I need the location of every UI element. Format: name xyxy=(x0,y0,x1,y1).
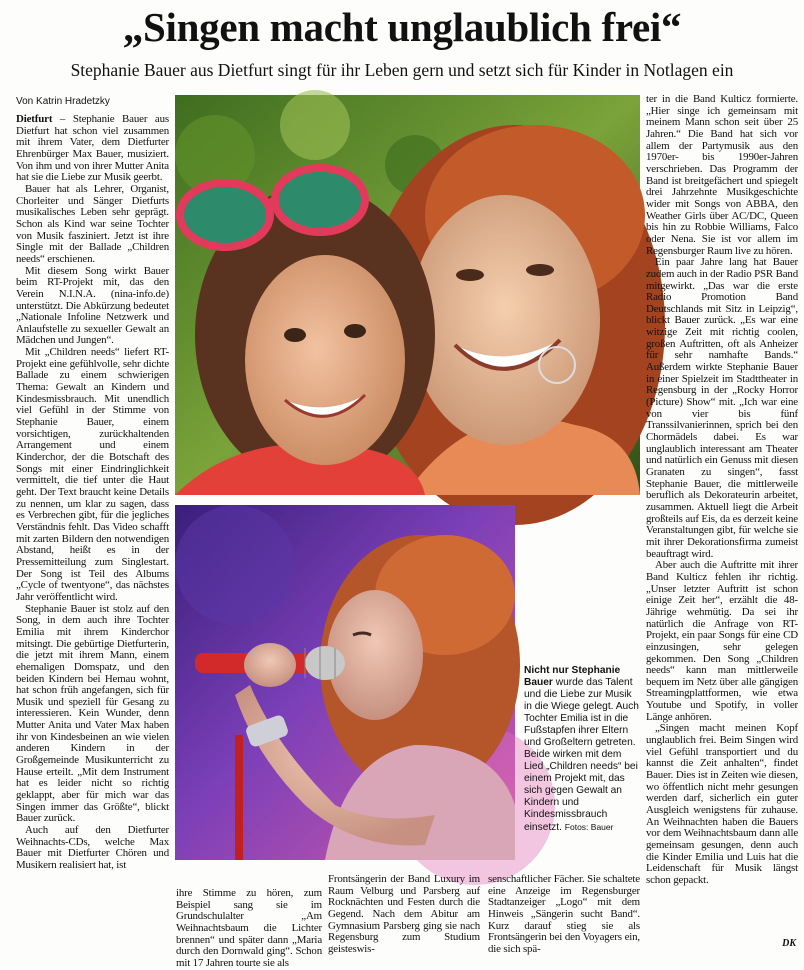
paragraph: Mit „Children needs“ liefert RT-Projekt eine gefühlvolle, sehr dichte Ballade zu einem schwierigen Thema: Gewalt an Kindern und Kindesmissbrauch. Mit unendlich viel Gefühl in der Stimme von Stephanie Bauer, einem vorsichtigen, zurückhaltenden Arrangement und einem Kinderchor, der die Botschaft des Songs mit einer Eindringlichkeit vermittelt, die tief unter die Haut geht. Der Text braucht keine Details zu nennen, um klar zu sagen, dass es Verbrechen gibt, für die jegliches Verständnis fehlt. Das Video schafft mit zarten Bildern den notwendigen Abstand, heißt es in der Pressemitteilung zum Singlestart. Der Song ist Teil des Albums „Cycle of twentyone“, das nächstes Jahr veröffentlicht wird. xyxy=(16,346,169,603)
article-column-2 xyxy=(646,94,798,956)
paragraph: Mit diesem Song wirkt Bauer beim RT-Projekt mit, das den Verein N.I.N.A. (nina-info.de) unterstützt. Die Abkürzung bedeutet „Nationale Infoline Netzwerk und Anlaufstelle zu sexueller Gewalt an Mädchen und Jungen“. xyxy=(16,264,169,347)
paragraph: ihre Stimme zu hören, zum Beispiel sang sie im Grundschulalter „Am Weihnachtsbaum die Lichter brennen“ und später dann „Maria durch den Dornwald ging“. Schon mit 17 Jahren tourte sie als xyxy=(176,887,322,969)
photo-singer-stage-image xyxy=(175,505,515,860)
article-column-bottom-3 xyxy=(488,874,640,960)
headline: „Singen macht unglaublich frei“ xyxy=(122,4,682,50)
paragraph: Auch auf den Dietfurter Weihnachts-CDs, welche Max Bauer mit Dietfurter Chören und Musikern realisiert hat, ist xyxy=(16,824,169,871)
paragraph: Dietfurt – Stephanie Bauer aus Dietfurt hat schon viel zusammen mit ihrem Vater, dem Dietfurter Ehrenbürger Max Bauer, musiziert. Von ihm und von ihrer Mutter Anita hat sie die Liebe zur Musik geerbt. xyxy=(16,113,169,184)
photo-credit: Fotos: Bauer xyxy=(564,822,614,832)
photo-mother-daughter xyxy=(175,95,640,495)
paragraph: Bauer hat als Lehrer, Organist, Chorleiter und Sänger Dietfurts musikalisches Leben sehr geprägt. Schon als Kind war seine Tochter von Musik fasziniert. Jetzt ist ihre Single mit der Ballade „Children needs“ erschienen. xyxy=(16,182,169,265)
article-column-bottom-2 xyxy=(328,874,480,960)
article-column-1 xyxy=(16,114,169,956)
caption-text: wurde das Talent und die Liebe zur Musik in die Wiege gelegt. Auch Tochter Emilia ist in die Fußstapfen ihrer Eltern und Großeltern getreten. Beide wirken mit dem Lied „Children needs“ bei einem Projekt mit, das sich gegen Gewalt an Kindern und Kindesmissbrauch einsetzt. xyxy=(524,677,639,833)
paragraph: Ein paar Jahre lang hat Bauer zudem auch in der Radio PSR Band mitgewirkt. „Das war die erste Radio Promotion Band Deutschlands mit Sitz in Leipzig“, blickt Bauer zurück. „Es war eine witzige Zeit mit richtig coolen, großen Auftritten, oft als Anheizer für sehr namhafte Bands.“ Außerdem wirkte Stephanie Bauer in einer Spielzeit im Stadttheater in Regensburg in der „Rocky Horror (Picture) Show“ mit. „Ich war eine von vier bis fünf Transsilvanierinnen, sprich bei den Chormädels dabei. Es war unglaublich interessant am Theater und natürlich ein Genuss mit diesen Granaten zu singen“, fasst Stephanie Bauer, die mittlerweile beruflich als Dekorateurin arbeitet, zusammen. Aktuell liegt die Arbeit großteils auf Eis, da es derzeit keine Veranstaltungen gibt, für welche sie mit ihrer Dekorationsfirma zumeist beauftragt wird. xyxy=(646,256,798,560)
author-mark: DK xyxy=(782,938,796,949)
paragraph: „Singen macht meinen Kopf unglaublich frei. Beim Singen wird viel Gefühl transportiert und du kannst die Zeit anhalten“, findet Bauer. Dies ist in Zeiten wie diesen, wo öffentlich nicht mehr gesungen werden darf, sicherlich ein guter Ausgleich wenigstens für zuhause. An Weihnachten haben die Bauers vor dem Weihnachtsbaum dann alle gemeinsam gesungen, denn auch die Kinder Emilia und Luis hat die Leidenschaft für Musik längst schon gepackt. xyxy=(646,722,798,886)
article-column-bottom-1 xyxy=(176,887,322,969)
paragraph: senschaftlicher Fächer. Sie schaltete eine Anzeige im Regensburger Stadtanzeiger „Logo“ mit dem Hinweis „Sängerin sucht Band“. Kurz darauf stieg sie als Frontsängerin bei den Voyagers ein, die sich spä- xyxy=(488,873,640,955)
paragraph: ter in die Band Kulticz formierte. „Hier singe ich gemeinsam mit meinem Mann schon seit über 25 Jahren.“ Die Band hat sich vor allem der Partymusik aus den 1970er- bis 1990er-Jahren verschrieben. Das Programm der Band ist breitgefächert und spiegelt drei Jahrzehnte Musikgeschichte wider mit Songs von ABBA, den Weather Girls über AC/DC, Queen bis hin zu Robbie Williams, Falco oder Nena. Sie ist vor allem im Regensburger Raum live zu hören. xyxy=(646,93,798,257)
caption-lead: Nicht nur Stephanie Bauer xyxy=(524,665,621,688)
paragraph: Stephanie Bauer ist stolz auf den Song, in dem auch ihre Tochter Emilia mit ihrem Kinderchor mitsingt. Die gebürtige Dietfurterin, die jetzt mit ihrem Mann, einem ehemaligen Domspatz, und den beiden Kindern bei Hemau wohnt, hat schon früh angefangen, sich für Musik und speziell für Gesang zu interessieren. Kein Wunder, denn Mutter Anita und Vater Max haben ihr von Kindesbeinen an wie vielen anderen Kindern in der Großgemeinde Musikunterricht zu Hause erteilt. „Mit dem Instrument hat es leider nicht so richtig geklappt, aber für mich war das Singen immer das Größte“, blickt Bauer zurück. xyxy=(16,602,169,825)
dateline: Dietfurt xyxy=(16,113,53,125)
paragraph: Aber auch die Auftritte mit ihrer Band Kulticz fehlen ihr richtig. „Unser letzter Auftritt ist schon einige Zeit her“, erzählt die 48-Jährige wehmütig. Da sei ihr natürlich die Anfrage von RT-Projekt, ein paar Songs für eine CD einzusingen, sehr gelegen gekommen. Den Song „Children needs“ kann man mittlerweile bequem im Netz über alle gängigen Streamingplattformen, wie etwa Youtube und Spotify, in voller Länge anhören. xyxy=(646,559,798,723)
byline: Von Katrin Hradetzky xyxy=(16,96,110,107)
subheadline: Stephanie Bauer aus Dietfurt singt für ihr Leben gern und setzt sich für Kinder in Notlagen ein xyxy=(70,60,734,80)
paragraph: Frontsängerin der Band Luxury im Raum Velburg und Parsberg auf Rocknächten und Festen durch die Gegend. Nach dem Abitur am Gymnasium Parsberg ging sie nach Regensburg zum Studium geisteswis- xyxy=(328,873,480,955)
photo-caption xyxy=(524,665,642,834)
photo-mother-daughter-image xyxy=(175,95,640,495)
photo-singer-stage xyxy=(175,505,515,860)
